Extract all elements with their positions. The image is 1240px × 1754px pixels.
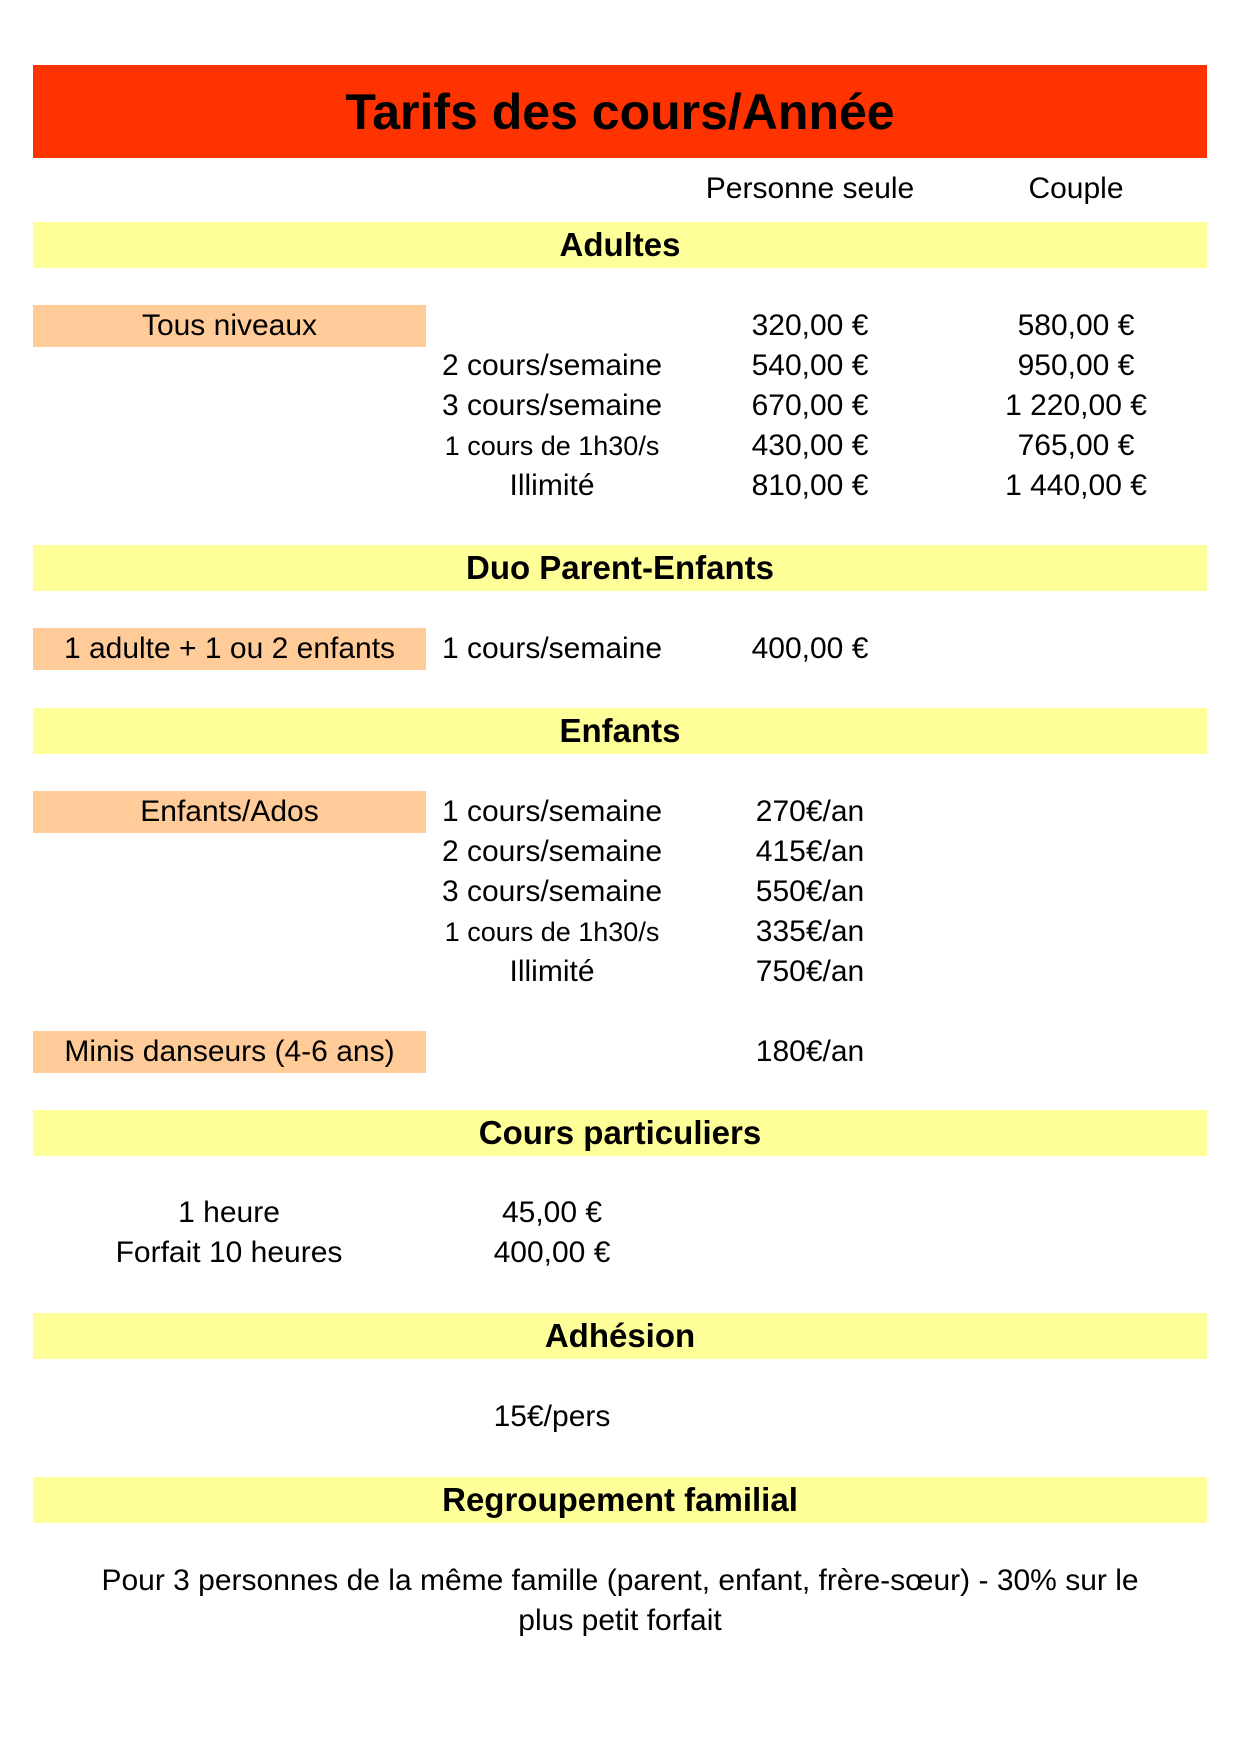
adultes-price-single: 810,00 €	[751, 469, 869, 502]
adultes-row-label: 2 cours/semaine	[441, 349, 663, 382]
section-heading-adultes: Adultes	[33, 222, 1207, 268]
adultes-price-single: 540,00 €	[751, 349, 869, 382]
section-heading-regroupement: Regroupement familial	[33, 1477, 1207, 1523]
adultes-price-couple: 1 220,00 €	[1005, 389, 1147, 422]
enfants-row-label: Illimité	[509, 955, 595, 988]
regroupement-text-line2: plus petit forfait	[518, 1604, 722, 1637]
adultes-price-couple: 765,00 €	[1017, 429, 1135, 462]
adultes-price-couple: 950,00 €	[1017, 349, 1135, 382]
column-header-couple: Couple	[1028, 172, 1124, 205]
enfants-row-label: 1 cours/semaine	[441, 795, 663, 828]
section-heading-enfants: Enfants	[33, 708, 1207, 754]
enfants-price: 335€/an	[755, 915, 865, 948]
adultes-price-couple: 1 440,00 €	[1005, 469, 1147, 502]
column-header-single: Personne seule	[705, 172, 915, 205]
category-tous-niveaux: Tous niveaux	[33, 305, 426, 347]
section-heading-duo: Duo Parent-Enfants	[33, 545, 1207, 591]
enfants-row-label: 2 cours/semaine	[441, 835, 663, 868]
section-heading-particuliers: Cours particuliers	[33, 1110, 1207, 1156]
duo-row-label: 1 cours/semaine	[441, 632, 663, 665]
enfants-row-label: 1 cours de 1h30/s	[444, 917, 660, 947]
particuliers-price: 400,00 €	[493, 1236, 611, 1269]
enfants-price: 750€/an	[755, 955, 865, 988]
enfants-row-label: 3 cours/semaine	[441, 875, 663, 908]
category-minis-danseurs: Minis danseurs (4-6 ans)	[33, 1031, 426, 1073]
adultes-price-single: 670,00 €	[751, 389, 869, 422]
adultes-price-single: 430,00 €	[751, 429, 869, 462]
particuliers-row-label: Forfait 10 heures	[115, 1236, 343, 1269]
duo-price-single: 400,00 €	[751, 632, 869, 665]
enfants-price: 270€/an	[755, 795, 865, 828]
enfants-price: 550€/an	[755, 875, 865, 908]
adultes-row-label: 1 cours de 1h30/s	[444, 431, 660, 461]
category-enfants-ados: Enfants/Ados	[33, 791, 426, 833]
enfants-price: 415€/an	[755, 835, 865, 868]
section-heading-adhesion: Adhésion	[33, 1313, 1207, 1359]
category-duo: 1 adulte + 1 ou 2 enfants	[33, 628, 426, 670]
adultes-row-label: 3 cours/semaine	[441, 389, 663, 422]
regroupement-text-line1: Pour 3 personnes de la même famille (parent, enfant, frère-sœur) - 30% sur le	[101, 1564, 1139, 1597]
adhesion-price: 15€/pers	[493, 1400, 611, 1433]
adultes-row-label: Illimité	[509, 469, 595, 502]
adultes-price-single: 320,00 €	[751, 309, 869, 342]
adultes-price-couple: 580,00 €	[1017, 309, 1135, 342]
particuliers-row-label: 1 heure	[178, 1196, 280, 1229]
particuliers-price: 45,00 €	[501, 1196, 603, 1229]
minis-price: 180€/an	[755, 1035, 865, 1068]
page-title: Tarifs des cours/Année	[33, 65, 1207, 158]
